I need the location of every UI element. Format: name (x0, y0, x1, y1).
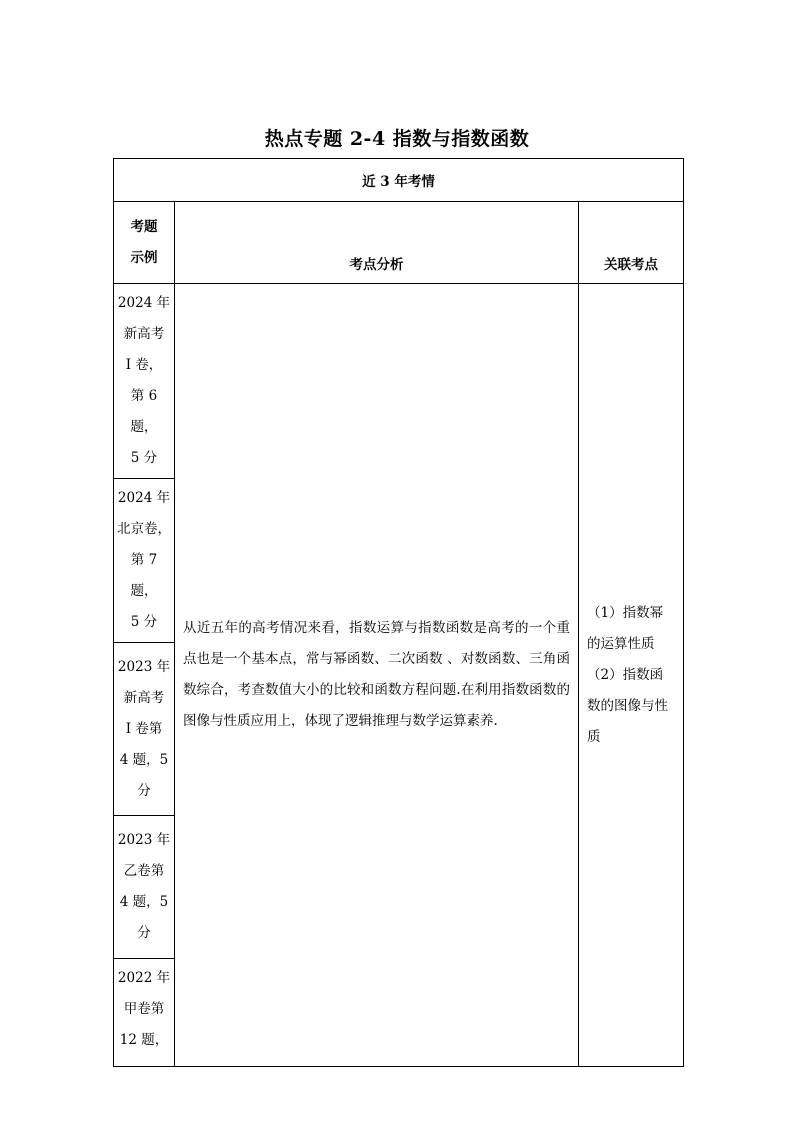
section-header: 近 3 年考情 (114, 159, 684, 202)
exam-example-line: 新高考 (123, 326, 165, 342)
exam-example-line: 2023 年 (117, 658, 171, 675)
column-header-related: 关联考点 (579, 202, 684, 284)
exam-example-line: 12 题， (119, 1032, 169, 1048)
exam-example-cell (114, 479, 175, 643)
exam-example-line: 5 分 (130, 450, 158, 466)
exam-example-line: I 卷， (125, 357, 163, 373)
exam-example-line: 4 题，5 (119, 894, 169, 910)
column-header-example-line1: 考题 (130, 218, 158, 235)
exam-example-line: 第 6 题， (130, 388, 158, 435)
exam-example-line: 5 分 (130, 614, 158, 630)
exam-example-line: 2023 年 (117, 832, 171, 848)
exam-example-line: 2024 年 (117, 490, 171, 506)
exam-example-line: 4 题，5 (119, 751, 169, 768)
column-header-example (114, 202, 175, 284)
column-header-row (114, 202, 684, 284)
related-points-cell: （1）指数幂的运算性质（2）指数函数的图像与性质 (579, 284, 684, 1067)
exam-example-line: I 卷第 (125, 720, 163, 737)
exam-example-line: 新高考 (123, 689, 165, 706)
exam-example-cell (114, 816, 175, 959)
analysis-cell: 从近五年的高考情况来看，指数运算与指数函数是高考的一个重点也是一个基本点，常与幂函数、二次函数 、对数函数、三角函数综合，考查数值大小的比较和函数方程问题.在利用指数函数的图像与性质应用上，体现了逻辑推理与数学运算素养. (175, 284, 579, 1067)
exam-example-line: 2022 年 (117, 970, 171, 986)
exam-example-line: 乙卷第 (123, 863, 165, 879)
exam-example-line: 分 (137, 782, 151, 799)
table-section-header-row (114, 159, 684, 202)
exam-example-line: 第 7 题， (130, 552, 158, 599)
exam-example-cell (114, 284, 175, 479)
column-header-example-line2: 示例 (130, 249, 158, 266)
exam-example-line: 北京卷， (117, 521, 171, 537)
exam-analysis-table (113, 158, 684, 1067)
exam-example-line: 甲卷第 (123, 1001, 165, 1017)
column-header-analysis: 考点分析 (175, 202, 579, 284)
exam-example-cell (114, 959, 175, 1067)
page-title: 热点专题 2-4 指数与指数函数 (264, 128, 530, 150)
exam-example-line: 分 (137, 925, 151, 941)
exam-example-cell (114, 643, 175, 816)
table-row (114, 284, 684, 479)
exam-example-line: 2024 年 (117, 295, 171, 311)
